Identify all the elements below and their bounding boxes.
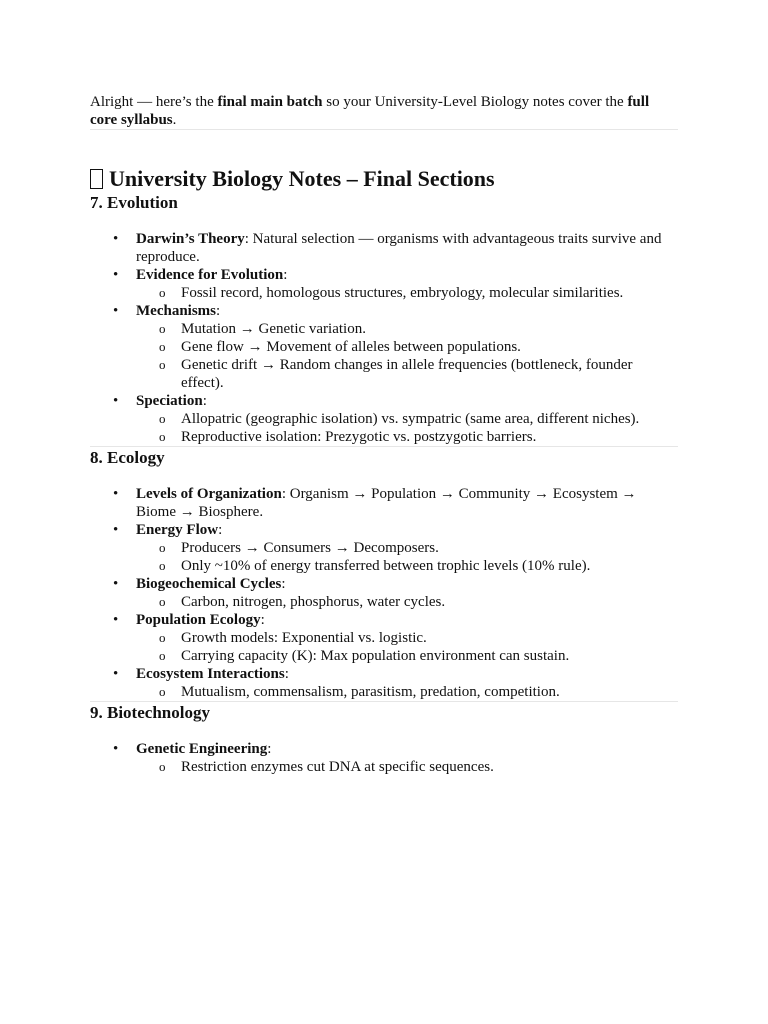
evolution-list: [90, 230, 678, 446]
sub-list: [136, 539, 678, 575]
item-term: Evidence for Evolution: [136, 267, 284, 283]
intro-bold-2: full core syllabus: [90, 94, 650, 128]
list-item: [136, 611, 678, 665]
sub-list-item: o Only ~10% of energy transferred between trophic levels (10% rule).: [181, 557, 678, 575]
item-term: Mechanisms: [136, 303, 216, 319]
sub-list: [136, 320, 678, 392]
sub-list-item: o Genetic drift → Random changes in allele frequencies (bottleneck, founder effect).: [181, 356, 678, 392]
intro-text-3: .: [172, 112, 177, 128]
list-item: [136, 521, 678, 575]
item-term: Levels of Organization: [136, 486, 282, 502]
sub-list: [136, 683, 678, 701]
biotech-list: [90, 740, 678, 776]
list-item: [136, 266, 678, 302]
missing-glyph-icon: [90, 169, 103, 189]
sub-list: [136, 758, 678, 776]
item-text: :: [284, 666, 289, 682]
list-item: [136, 230, 678, 266]
sub-list-item: o Growth models: Exponential vs. logistic.: [181, 629, 678, 647]
item-text: :: [281, 576, 286, 592]
item-text: :: [202, 393, 207, 409]
item-text: :: [267, 741, 272, 757]
list-item: [136, 302, 678, 392]
item-text: : Natural selection — organisms with advantageous traits survive and reproduce.: [136, 231, 662, 265]
ecology-list: [90, 485, 678, 701]
document-page: [90, 93, 678, 776]
sub-list: [136, 410, 678, 446]
sub-list-item: o Allopatric (geographic isolation) vs. sympatric (same area, different niches).: [181, 410, 678, 428]
sub-list-item: o Restriction enzymes cut DNA at specific sequences.: [181, 758, 678, 776]
page-title-text: University Biology Notes – Final Sections: [109, 166, 495, 191]
item-term: Ecosystem Interactions: [136, 666, 285, 682]
list-item: [136, 665, 678, 701]
item-term: Biogeochemical Cycles: [136, 576, 282, 592]
sub-list-item: o Carrying capacity (K): Max population environment can sustain.: [181, 647, 678, 665]
list-item: [136, 485, 678, 521]
intro-paragraph: [90, 93, 678, 129]
list-item: [136, 740, 678, 776]
page-title: [90, 166, 678, 192]
sub-list-item: o Mutation → Genetic variation.: [181, 320, 678, 338]
sub-list: [136, 629, 678, 665]
sub-list-item: o Gene flow → Movement of alleles between populations.: [181, 338, 678, 356]
item-text: : Organism → Population → Community → Ecosystem → Biome → Biosphere.: [136, 486, 637, 520]
divider: [90, 129, 678, 130]
list-item: [136, 575, 678, 611]
item-text: :: [218, 522, 223, 538]
item-term: Darwin’s Theory: [136, 231, 245, 247]
list-item: [136, 392, 678, 446]
sub-list-item: o Mutualism, commensalism, parasitism, predation, competition.: [181, 683, 678, 701]
sub-list: [136, 284, 678, 302]
section-title-ecology: 8. Ecology: [90, 448, 165, 467]
item-term: Population Ecology: [136, 612, 261, 628]
item-text: :: [216, 303, 221, 319]
sub-list-item: o Reproductive isolation: Prezygotic vs. postzygotic barriers.: [181, 428, 678, 446]
intro-text-1: Alright — here’s the: [90, 94, 218, 110]
sub-list: [136, 593, 678, 611]
sub-list-item: o Producers → Consumers → Decomposers.: [181, 539, 678, 557]
sub-list-item: o Carbon, nitrogen, phosphorus, water cycles.: [181, 593, 678, 611]
intro-bold-1: final main batch: [217, 94, 323, 110]
item-term: Genetic Engineering: [136, 741, 268, 757]
sub-list-item: o Fossil record, homologous structures, embryology, molecular similarities.: [181, 284, 678, 302]
item-term: Speciation: [136, 393, 203, 409]
item-term: Energy Flow: [136, 522, 219, 538]
section-title-biotechnology: 9. Biotechnology: [90, 703, 210, 722]
intro-text-2: so your University-Level Biology notes cover the: [322, 94, 628, 110]
section-title-evolution: 7. Evolution: [90, 193, 178, 212]
item-text: :: [283, 267, 288, 283]
item-text: :: [260, 612, 265, 628]
